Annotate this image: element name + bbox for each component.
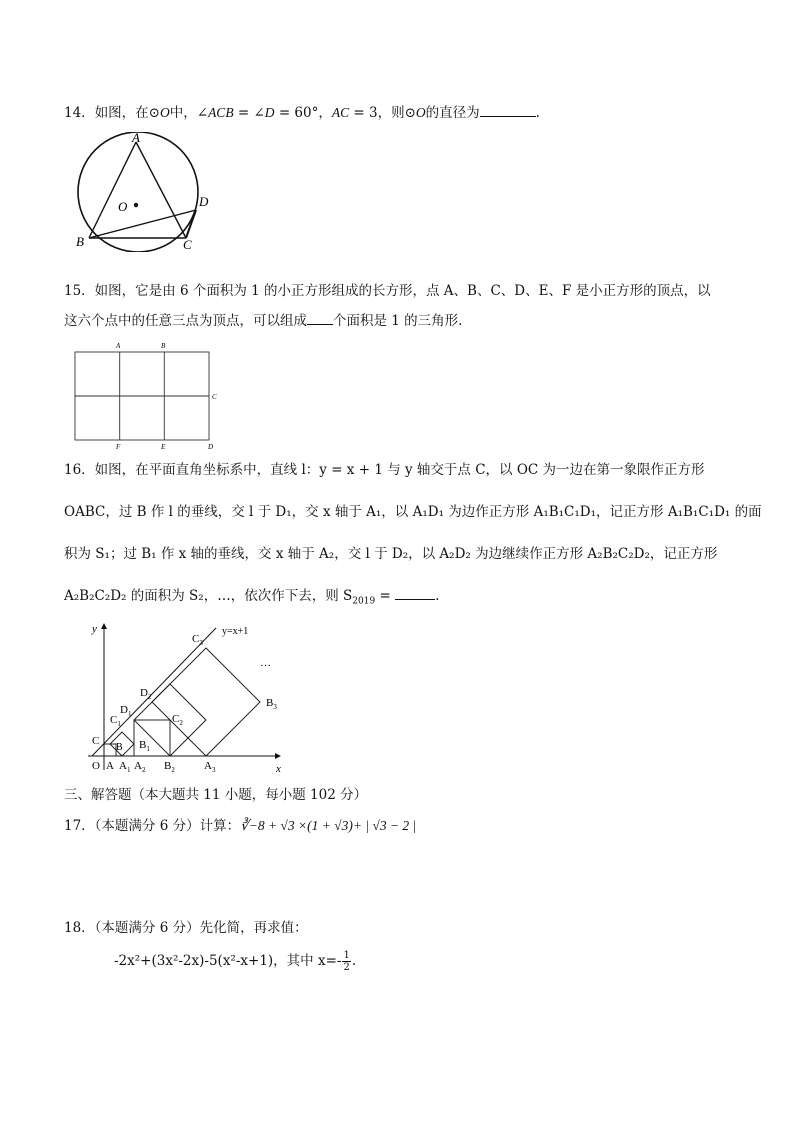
q18-denominator: 2: [343, 962, 350, 973]
q15-label-a: A: [116, 342, 121, 350]
q14-label-c: C: [183, 237, 192, 252]
q16-label-x: x: [276, 763, 281, 775]
q14-line-cd: [186, 210, 196, 238]
q16-label-d1: $D_1$: [120, 704, 132, 718]
q16-label-y: y: [92, 623, 97, 635]
q15-line1: 15．如图，它是由 6 个面积为 1 的小正方形组成的长方形，点 A、B、C、D、E、F 是小正方形的顶点，以: [64, 283, 711, 299]
q15-grid-figure: [70, 340, 220, 452]
q15-label-f: F: [116, 443, 121, 451]
q15-line2-post: 个面积是 1 的三角形.: [333, 313, 463, 329]
q16-line2: OABC，过 B 作 l 的垂线，交 l 于 D₁，交 x 轴于 A₁，以 A₁D₁ 为边作正方形 A₁B₁C₁D₁，记正方形 A₁B₁C₁D₁ 的面: [64, 504, 762, 520]
q16-answer-blank[interactable]: [395, 587, 435, 600]
q16-label-a3: $A_3$: [204, 760, 216, 774]
q15-line2: [64, 311, 462, 331]
q14-text: [64, 103, 540, 123]
q16-line4-end: .: [435, 588, 440, 604]
q14-mid4: = 3，则⊙: [349, 105, 416, 121]
q16-label-a1: $A_1$: [119, 760, 131, 774]
q14-o2: O: [415, 105, 426, 120]
q16-label-c: C: [92, 735, 100, 747]
q14-line-ab: [89, 142, 136, 238]
q15-answer-blank[interactable]: [307, 312, 333, 325]
q14-angle: ACB: [208, 105, 234, 120]
q16-square-oabc: [104, 744, 116, 756]
q16-label-c3: $C_3$: [192, 633, 203, 647]
q15-grid: [75, 352, 209, 440]
q16-label-d2: $D_2$: [140, 687, 152, 701]
q17-label: 17．（本题满分 6 分）计算：: [64, 818, 241, 834]
q16-label-c1: $C_1$: [110, 714, 121, 728]
q17-text: [64, 816, 416, 836]
q14-number: 14．: [64, 105, 95, 121]
q16-label-a2: $A_2$: [134, 760, 146, 774]
q15-label-c: C: [212, 393, 217, 401]
q16-line4-pre: A₂B₂C₂D₂ 的面积为 S₂，…，依次作下去，则 S: [64, 588, 353, 604]
q14-mid1: 中，∠: [169, 105, 209, 121]
q14-mid2: = ∠: [233, 105, 265, 121]
q14-post: 的直径为: [425, 105, 480, 121]
q16-square-3: [152, 648, 260, 756]
q16-label-dots: …: [260, 657, 271, 669]
q16-line3: 积为 S₁；过 B₁ 作 x 轴的垂线，交 x 轴于 A₂，交 l 于 D₂，以 A₂D₂ 为边继续作正方形 A₂B₂C₂D₂，记正方形: [64, 546, 718, 562]
q17-expression: ∛−8 + √3 ×(1 + √3)+ | √3 − 2 |: [240, 818, 417, 833]
q16-line1: 16．如图，在平面直角坐标系中，直线 l：y = x + 1 与 y 轴交于点 C，以 OC 为一边在第一象限作正方形: [64, 462, 705, 478]
q16-coordinate-figure: [84, 618, 294, 778]
q14-circle-figure: [70, 132, 220, 252]
q16-label-line: y=x+1: [222, 626, 249, 637]
q16-label-b2: $B_2$: [164, 760, 175, 774]
q16-label-a: A: [106, 760, 114, 772]
q18-numerator: 1: [343, 950, 350, 961]
q16-label-b3: $B_3$: [266, 697, 277, 711]
q15-line2-pre: 这六个点中的任意三点为顶点，可以组成: [64, 313, 307, 329]
q16-label-o: O: [92, 760, 100, 772]
q14-end: .: [535, 105, 540, 121]
q15-label-e: E: [161, 443, 166, 451]
q15-label-b: B: [161, 342, 166, 350]
q14-label-o: O: [118, 199, 128, 214]
q18-expr-text: -2x²+(3x²-2x)-5(x²-x+1)，其中 x=-: [114, 953, 342, 969]
q14-circle: [78, 132, 198, 252]
q14-label-d: D: [199, 194, 209, 209]
q16-line-l: [92, 628, 216, 756]
q14-label-a: A: [132, 132, 140, 145]
q16-subscript: 2019: [352, 596, 376, 607]
q18-label: 18．（本题满分 6 分）先化简，再求值：: [64, 920, 308, 936]
q15-label-d: D: [208, 443, 214, 451]
section-3-heading: 三、解答题（本大题共 11 小题，每小题 102 分）: [64, 787, 368, 803]
q16-label-b1: $B_1$: [139, 739, 150, 753]
q14-mid3: = 60°，: [274, 105, 332, 121]
q14-o1: O: [160, 105, 170, 120]
q14-label-b: B: [76, 234, 84, 249]
q16-label-b: B: [116, 742, 123, 753]
q18-end: .: [351, 953, 357, 969]
q16-line4: [64, 586, 439, 612]
q14-d: D: [264, 105, 275, 120]
q14-ac: AC: [331, 105, 350, 120]
q14-pre: 如图，在⊙: [94, 105, 160, 121]
q18-fraction: [342, 950, 350, 973]
q18-expression: [114, 950, 356, 973]
q16-line4-mid: =: [375, 588, 396, 604]
q14-center-dot: [134, 203, 138, 207]
q16-label-c2: $C_2$: [172, 713, 183, 727]
q14-answer-blank[interactable]: [480, 104, 536, 117]
